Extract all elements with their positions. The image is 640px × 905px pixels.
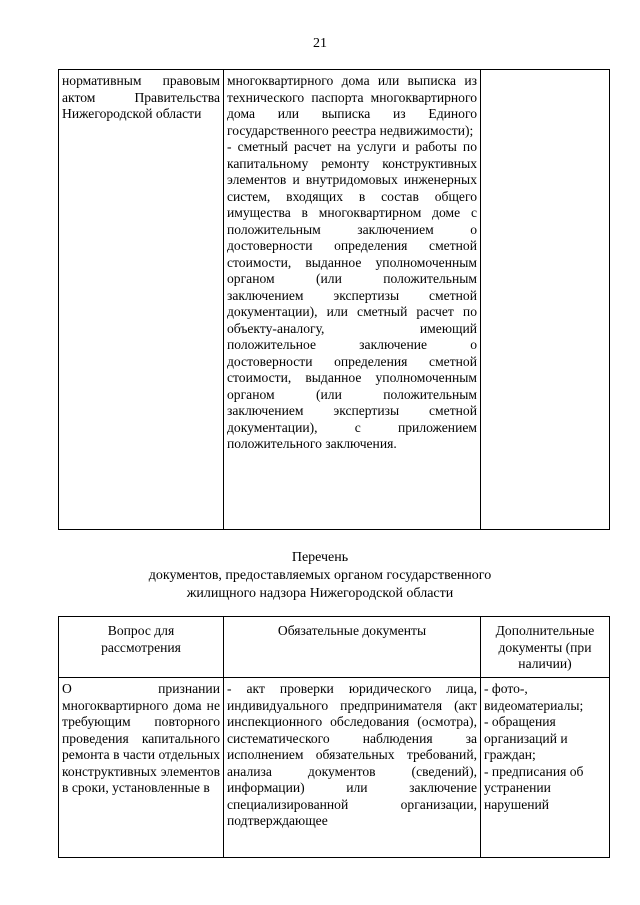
caption-line-2: документов, предоставляемых органом государственного [148, 568, 492, 583]
caption-line-3: жилищного надзора Нижегородской области [186, 586, 454, 601]
caption-title: Перечень [291, 550, 349, 565]
header-mandatory-docs: Обязательные документы [224, 617, 481, 678]
additional-doc-item: - обращения организаций и граждан; [484, 714, 568, 762]
table-row [59, 70, 610, 530]
documents-table [58, 616, 610, 858]
cell-question: О признании многоквартирного дома не требующим повторного проведения капитального ремонта в части отдельных конструктивных элементов в сроки, установленные в [59, 678, 224, 858]
cell-additional-docs [481, 678, 610, 858]
additional-doc-item: - фото-, видеоматериалы; [484, 681, 584, 713]
table-cell-empty [481, 70, 610, 530]
table-cell-legal-basis: нормативным правовым актом Правительства Нижегородской области [59, 70, 224, 530]
header-additional-docs: Дополнительные документы (при наличии) [481, 617, 610, 678]
table-header-row [59, 617, 610, 678]
table-row [59, 678, 610, 858]
cell-mandatory-docs: - акт проверки юридического лица, индивидуального предпринимателя (акт инспекционного обследования (осмотра), систематического наблюдения за исполнением обязательных требований, анализа документов (сведений), информации) или заключение специализированной организации, подтверждающее [224, 678, 481, 858]
page-number: 21 [313, 36, 327, 51]
header-question: Вопрос для рассмотрения [59, 617, 224, 678]
additional-doc-item: - предписания об устранении нарушений [484, 763, 584, 812]
documents-text: многоквартирного дома или выписка из технического паспорта многоквартирного дома или выписка из Единого государственного реестра недвижимости); - сметный расчет на услуги и работы по капитальному ремонту конструктивных элементов и внутридомовых инженерных систем, входящих в состав общего имущества в многоквартирном доме с положительным заключением о достоверности определения сметной стоимости, выданное уполномоченным органом (или положительным заключением экспертизы сметной документации), или сметный расчет по объекту-аналогу, имеющий положительное заключение о достоверности определения сметной стоимости, выданное уполномоченным органом (или положительным заключением экспертизы сметной документации), с приложением положительного заключения. [227, 73, 477, 451]
list-caption [0, 549, 640, 603]
table-continued [58, 69, 610, 530]
table-cell-documents [224, 70, 481, 530]
